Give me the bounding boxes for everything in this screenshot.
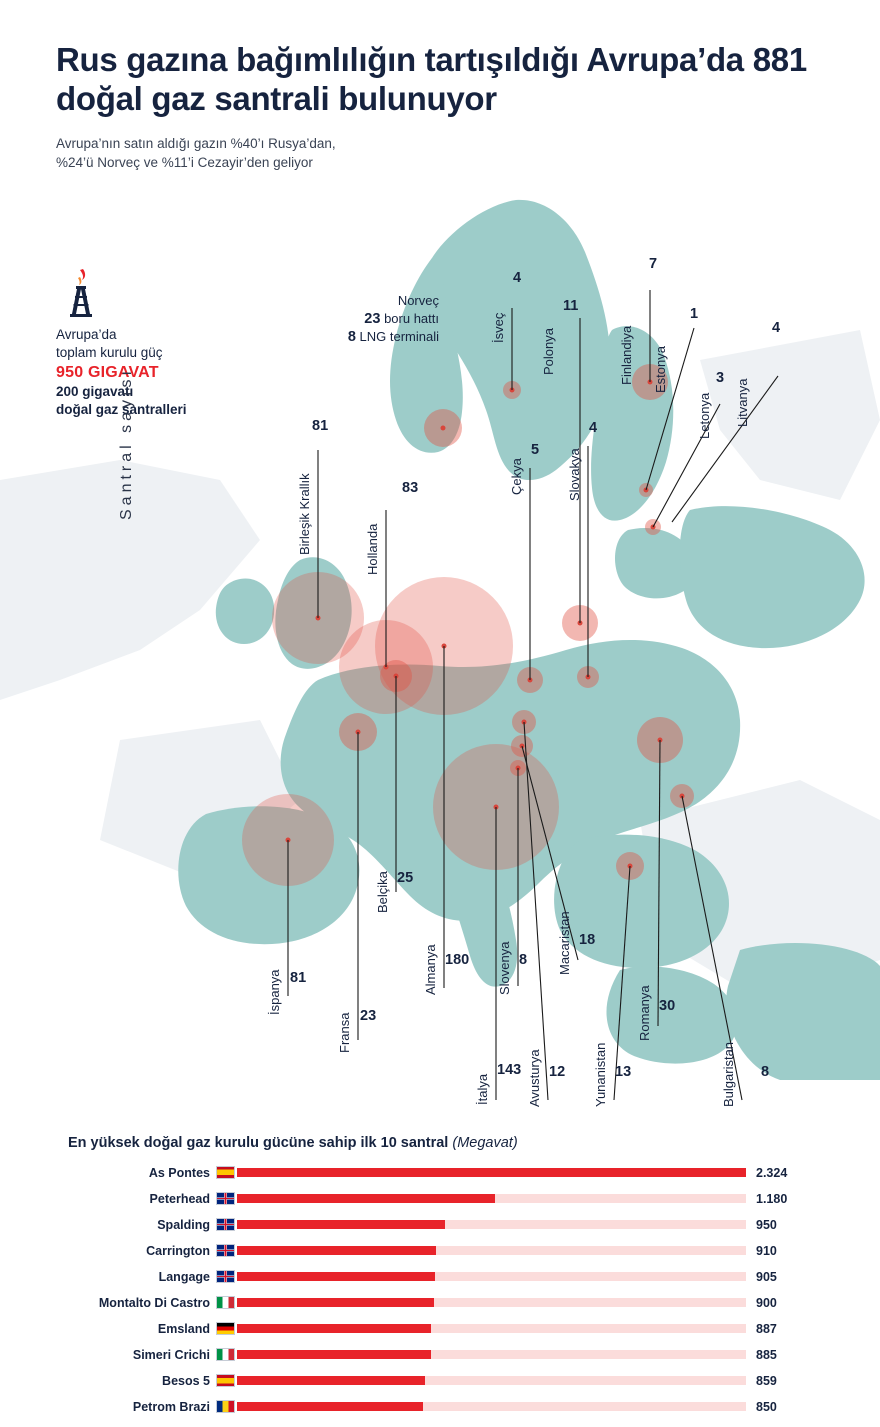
axis-caption: Santral sayısı: [118, 367, 135, 520]
value-austria: [549, 1064, 565, 1080]
bar-fill: [237, 1376, 425, 1385]
flag-gb-icon: [216, 1244, 235, 1257]
value-slovenia: [519, 952, 527, 968]
bar-label: Simeri Crichi: [132, 1347, 210, 1362]
label-czechia: [509, 458, 524, 495]
flag-gb-icon: [216, 1270, 235, 1283]
label-text: Estonya: [653, 346, 668, 393]
label-slovakia: [567, 448, 582, 501]
label-estonia: [653, 346, 668, 393]
bar-track: [237, 1376, 746, 1385]
bar-fill: [237, 1402, 423, 1411]
bar-fill: [237, 1168, 746, 1177]
flag-gb-icon: [216, 1218, 235, 1231]
value-latvia: [716, 370, 724, 386]
norway-note: [279, 292, 439, 346]
bar-value: 2.324: [756, 1165, 788, 1180]
legend-line-3: 200 gigavatı: [56, 384, 134, 399]
label-lithuania: [735, 379, 750, 427]
flag-es-icon: [216, 1374, 235, 1387]
label-text: Yunanistan: [593, 1042, 608, 1107]
value-text: 12: [549, 1064, 566, 1080]
legend-line-4: doğal gaz santralleri: [56, 402, 187, 417]
bar-fill: [237, 1220, 445, 1229]
label-italy: [475, 1074, 490, 1105]
bar-chart-title-text: En yüksek doğal gaz kurulu gücüne sahip ilk 10 santral: [68, 1135, 449, 1151]
page-title: Rus gazına bağımlılığın tartışıldığı Avrupa’da 881 doğal gaz santrali bulunuyor: [56, 41, 807, 117]
value-slovakia: [589, 420, 597, 436]
label-text: Finlandiya: [619, 325, 634, 385]
value-text: 81: [290, 970, 307, 986]
bar-track: [237, 1246, 746, 1255]
value-text: 8: [519, 952, 528, 968]
legend-line-2: toplam kurulu güç: [56, 345, 163, 360]
bar-value: 910: [756, 1243, 777, 1258]
bar-label: As Pontes: [148, 1165, 210, 1180]
label-text: Litvanya: [735, 378, 750, 427]
value-text: 18: [579, 932, 596, 948]
bar-row: [68, 1216, 812, 1233]
bar-row: [68, 1294, 812, 1311]
value-text: 11: [563, 298, 579, 314]
bar-fill: [237, 1298, 434, 1307]
label-text: Çekya: [509, 458, 524, 495]
bar-label: Besos 5: [162, 1373, 210, 1388]
bar-fill: [237, 1324, 431, 1333]
label-text: Almanya: [423, 944, 438, 995]
bar-fill: [237, 1350, 431, 1359]
label-latvia: [697, 393, 712, 439]
value-romania: [659, 998, 675, 1014]
bar-row: [68, 1190, 812, 1207]
value-france: [360, 1008, 376, 1024]
bar-track: [237, 1298, 746, 1307]
bar-track: [237, 1324, 746, 1333]
value-netherlands: [402, 480, 418, 496]
value-poland: [563, 298, 578, 314]
label-sweden: [491, 313, 506, 343]
value-finland: [649, 256, 657, 272]
bar-row: [68, 1346, 812, 1363]
subtitle: [56, 134, 846, 172]
bar-chart-title: [68, 1135, 518, 1151]
value-italy: [497, 1062, 521, 1078]
flag-es-icon: [216, 1166, 235, 1179]
europe-map: [0, 180, 880, 1120]
value-estonia: [690, 306, 698, 322]
flag-it-icon: [216, 1296, 235, 1309]
bar-value: 950: [756, 1217, 777, 1232]
label-text: Avusturya: [527, 1049, 542, 1107]
bar-label: Langage: [158, 1269, 210, 1284]
flag-ro-icon: [216, 1400, 235, 1413]
bar-track: [237, 1220, 746, 1229]
label-greece: [593, 1043, 608, 1107]
value-germany: [445, 952, 469, 968]
bar-value: 905: [756, 1269, 777, 1284]
bar-value: 900: [756, 1295, 777, 1310]
bar-row: [68, 1398, 812, 1415]
bar-value: 887: [756, 1321, 777, 1336]
norway-pipelines-value: 23: [364, 311, 381, 327]
value-czechia: [531, 442, 539, 458]
value-text: 5: [531, 442, 540, 458]
leader-lines: [0, 180, 880, 1120]
bar-value: 859: [756, 1373, 777, 1388]
bar-label: Spalding: [157, 1217, 210, 1232]
value-hungary: [579, 932, 595, 948]
value-text: 3: [716, 370, 725, 386]
label-spain: [267, 969, 282, 1015]
norway-pipelines-label: boru hattı: [384, 311, 439, 326]
label-text: Birleşik Krallık: [297, 473, 312, 555]
value-text: 81: [312, 418, 329, 434]
label-belgium: [375, 871, 390, 913]
value-text: 13: [615, 1064, 632, 1080]
value-sweden: [513, 270, 521, 286]
norway-lng-value: 8: [347, 329, 356, 345]
label-netherlands: [365, 524, 380, 575]
value-text: 8: [761, 1064, 770, 1080]
bar-fill: [237, 1246, 436, 1255]
bar-row: [68, 1242, 812, 1259]
bar-track: [237, 1350, 746, 1359]
label-text: Hollanda: [365, 523, 380, 575]
label-text: İtalya: [475, 1073, 490, 1105]
bar-row: [68, 1320, 812, 1337]
bar-fill: [237, 1272, 435, 1281]
label-hungary: [557, 911, 572, 975]
label-united-kingdom: [297, 473, 312, 555]
flag-de-icon: [216, 1322, 235, 1335]
bar-row: [68, 1372, 812, 1389]
value-text: 30: [659, 998, 676, 1014]
label-germany: [423, 944, 438, 995]
label-text: Fransa: [337, 1012, 352, 1053]
label-france: [337, 1013, 352, 1053]
norway-country-label: Norveç: [397, 293, 439, 308]
value-bulgaria: [761, 1064, 769, 1080]
value-text: 7: [649, 256, 658, 272]
bar-row: [68, 1268, 812, 1285]
subtitle-line-1: Avrupa’nın satın aldığı gazın %40’ı Rusya’dan,: [56, 136, 336, 151]
label-text: Polonya: [541, 328, 556, 375]
bar-value: 885: [756, 1347, 777, 1362]
bar-value: 850: [756, 1399, 777, 1414]
label-text: Bulgaristan: [721, 1041, 736, 1107]
legend-total-capacity: 950 GIGAVAT: [56, 364, 159, 381]
legend-line-1: Avrupa’da: [56, 327, 117, 342]
label-text: İspanya: [267, 969, 282, 1015]
bar-label: Emsland: [157, 1321, 210, 1336]
label-poland: [541, 328, 556, 375]
value-text: 4: [513, 270, 522, 286]
label-text: Slovenya: [497, 941, 512, 995]
label-text: Letonya: [697, 392, 712, 439]
value-text: 143: [497, 1062, 522, 1078]
bar-track: [237, 1168, 746, 1177]
value-text: 4: [772, 320, 781, 336]
bar-track: [237, 1402, 746, 1411]
label-austria: [527, 1049, 542, 1107]
label-text: Belçika: [375, 871, 390, 913]
bar-value: 1.180: [756, 1191, 788, 1206]
value-text: 1: [690, 306, 699, 322]
flag-it-icon: [216, 1348, 235, 1361]
label-text: Slovakya: [567, 448, 582, 501]
value-text: 4: [589, 420, 598, 436]
subtitle-line-2: %24’ü Norveç ve %11’i Cezayir’den geliyor: [56, 155, 313, 170]
label-text: Romanya: [637, 985, 652, 1041]
value-belgium: [397, 870, 413, 886]
label-finland: [619, 326, 634, 385]
flag-gb-icon: [216, 1192, 235, 1205]
norway-lng-label: LNG terminali: [359, 329, 439, 344]
bar-track: [237, 1272, 746, 1281]
value-greece: [615, 1064, 631, 1080]
value-lithuania: [772, 320, 780, 336]
header: [56, 40, 846, 172]
top10-bar-chart: [0, 1118, 880, 1427]
label-text: Macaristan: [557, 911, 572, 975]
label-text: İsveç: [491, 312, 506, 343]
bar-track: [237, 1194, 746, 1203]
bar-chart-unit: (Megavat): [452, 1135, 518, 1151]
label-slovenia: [497, 942, 512, 995]
bar-fill: [237, 1194, 495, 1203]
value-text: 180: [445, 952, 470, 968]
value-text: 25: [397, 870, 414, 886]
label-bulgaria: [721, 1042, 736, 1107]
value-spain: [290, 970, 306, 986]
bar-label: Carrington: [146, 1243, 210, 1258]
value-text: 83: [402, 480, 419, 496]
bar-label: Petrom Brazi: [132, 1399, 210, 1414]
bar-row: [68, 1164, 812, 1181]
value-united-kingdom: [312, 418, 328, 434]
bar-label: Montalto Di Castro: [98, 1295, 210, 1310]
value-text: 23: [360, 1008, 377, 1024]
bar-label: Peterhead: [149, 1191, 210, 1206]
label-romania: [637, 985, 652, 1041]
